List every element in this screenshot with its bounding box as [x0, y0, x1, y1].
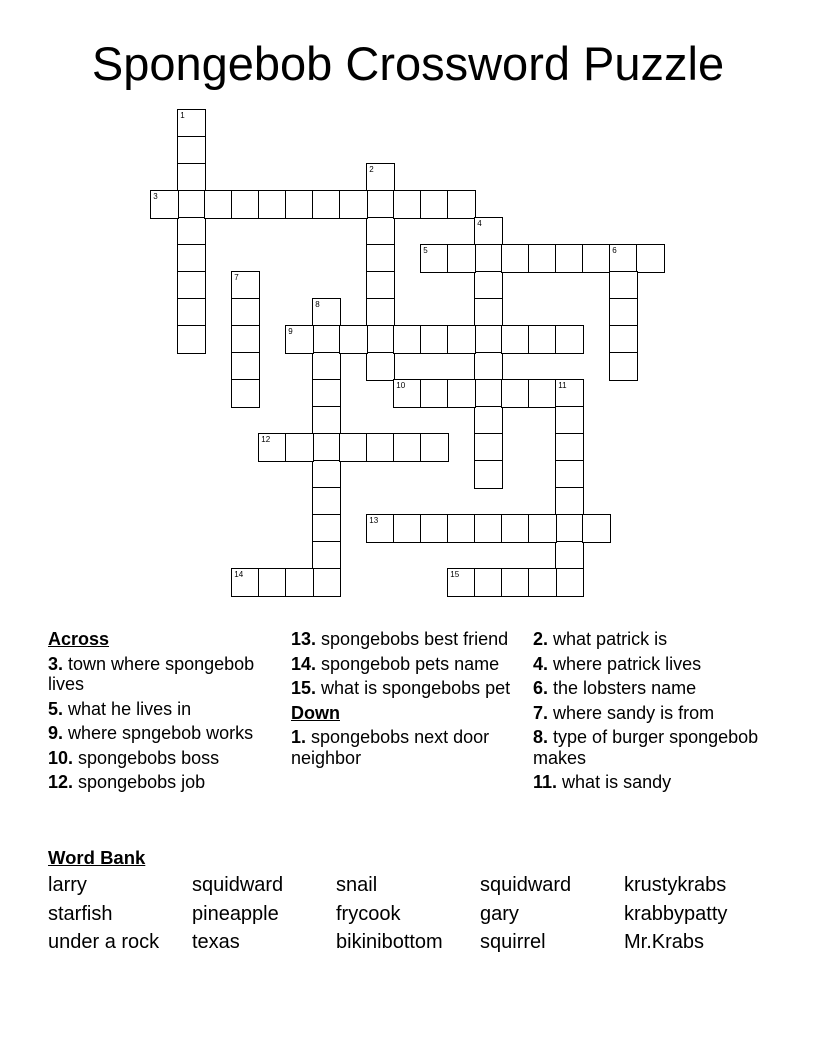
- grid-cell[interactable]: [474, 460, 503, 489]
- grid-cell[interactable]: [501, 568, 530, 597]
- grid-cell[interactable]: [528, 514, 557, 543]
- grid-cell[interactable]: [231, 568, 260, 597]
- grid-cell[interactable]: [420, 514, 449, 543]
- grid-cell[interactable]: [366, 298, 395, 327]
- grid-cell[interactable]: [231, 379, 260, 408]
- grid-cell[interactable]: [339, 190, 368, 219]
- grid-cell[interactable]: [312, 460, 341, 489]
- grid-cell[interactable]: [474, 568, 503, 597]
- cell-number: 7: [234, 273, 239, 283]
- clue-down-11: 11. what is sandy: [533, 772, 672, 792]
- grid-cell[interactable]: [447, 379, 476, 408]
- grid-cell[interactable]: [312, 406, 341, 435]
- word-bank-item: larry: [48, 874, 87, 896]
- grid-cell[interactable]: [555, 460, 584, 489]
- grid-cell[interactable]: [474, 325, 503, 354]
- grid-cell[interactable]: [312, 568, 341, 597]
- grid-cell[interactable]: [366, 217, 395, 246]
- word-bank-item: snail: [336, 874, 378, 896]
- grid-cell[interactable]: [609, 325, 638, 354]
- grid-cell[interactable]: [393, 514, 422, 543]
- grid-cell[interactable]: [528, 568, 557, 597]
- grid-cell[interactable]: [528, 244, 557, 273]
- grid-cell[interactable]: [258, 190, 287, 219]
- grid-cell[interactable]: [177, 244, 206, 273]
- grid-cell[interactable]: [447, 244, 476, 273]
- grid-cell[interactable]: [474, 433, 503, 462]
- grid-cell[interactable]: [474, 217, 503, 246]
- grid-cell[interactable]: [609, 352, 638, 381]
- grid-cell[interactable]: [474, 406, 503, 435]
- grid-cell[interactable]: [555, 514, 584, 543]
- grid-cell[interactable]: [555, 379, 584, 408]
- grid-cell[interactable]: [285, 190, 314, 219]
- grid-cell[interactable]: [366, 244, 395, 273]
- word-bank-heading: Word Bank: [48, 847, 146, 868]
- cell-number: 13: [369, 516, 379, 526]
- grid-cell[interactable]: [177, 190, 206, 219]
- grid-cell[interactable]: [528, 379, 557, 408]
- clue-down-1: 1. spongebobs next door neighbor: [291, 727, 490, 768]
- grid-cell[interactable]: [447, 568, 476, 597]
- clues-column-3: [533, 629, 768, 797]
- grid-cell[interactable]: [393, 190, 422, 219]
- clues-column-1: [48, 629, 283, 797]
- grid-cell[interactable]: [501, 379, 530, 408]
- cell-number: 3: [153, 192, 158, 202]
- grid-cell[interactable]: [420, 433, 449, 462]
- grid-cell[interactable]: [177, 298, 206, 327]
- grid-cell[interactable]: [366, 433, 395, 462]
- grid-cell[interactable]: [177, 271, 206, 300]
- word-bank-item: frycook: [336, 902, 401, 925]
- grid-cell[interactable]: [285, 433, 314, 462]
- cell-number: 2: [369, 165, 374, 175]
- grid-cell[interactable]: [312, 487, 341, 516]
- grid-cell[interactable]: [474, 379, 503, 408]
- grid-cell[interactable]: [447, 514, 476, 543]
- grid-cell[interactable]: [312, 352, 341, 381]
- grid-cell[interactable]: [420, 379, 449, 408]
- cell-number: 6: [612, 246, 617, 256]
- grid-cell[interactable]: [366, 271, 395, 300]
- word-bank-item: gary: [480, 902, 519, 925]
- down-heading: Down: [291, 702, 340, 723]
- grid-cell[interactable]: [231, 298, 260, 327]
- grid-cell[interactable]: [231, 325, 260, 354]
- grid-cell[interactable]: [609, 244, 638, 273]
- grid-cell[interactable]: [555, 433, 584, 462]
- grid-cell[interactable]: [420, 190, 449, 219]
- grid-cell[interactable]: [609, 298, 638, 327]
- word-bank-item: krustykrabs: [624, 874, 727, 896]
- grid-cell[interactable]: [501, 244, 530, 273]
- grid-cell[interactable]: [393, 433, 422, 462]
- grid-cell[interactable]: [312, 325, 341, 354]
- grid-cell[interactable]: [177, 325, 206, 354]
- grid-cell[interactable]: [177, 109, 206, 138]
- grid-cell[interactable]: [339, 325, 368, 354]
- grid-cell[interactable]: [312, 298, 341, 327]
- grid-cell[interactable]: [285, 325, 314, 354]
- grid-cell[interactable]: [258, 568, 287, 597]
- grid-cell[interactable]: [636, 244, 665, 273]
- grid-cell[interactable]: [474, 352, 503, 381]
- grid-cell[interactable]: [366, 352, 395, 381]
- clue-across-12: 12. spongebobs job: [48, 772, 206, 792]
- grid-cell[interactable]: [501, 514, 530, 543]
- clue-across-5: 5. what he lives in: [48, 698, 192, 719]
- grid-cell[interactable]: [177, 163, 206, 192]
- word-bank-item: pineapple: [192, 902, 279, 925]
- word-bank-item: squidward: [192, 874, 284, 896]
- grid-cell[interactable]: [447, 190, 476, 219]
- word-bank-item: Mr.Krabs: [624, 931, 705, 953]
- cell-number: 14: [234, 570, 244, 580]
- cell-number: 8: [315, 300, 320, 310]
- grid-cell[interactable]: [177, 217, 206, 246]
- grid-cell[interactable]: [177, 136, 206, 165]
- grid-cell[interactable]: [150, 190, 179, 219]
- clue-across-13: 13. spongebobs best friend: [291, 629, 509, 649]
- cell-number: 11: [558, 381, 567, 391]
- grid-cell[interactable]: [231, 352, 260, 381]
- grid-cell[interactable]: [528, 325, 557, 354]
- grid-cell[interactable]: [231, 271, 260, 300]
- word-bank-item: krabbypatty: [624, 902, 728, 925]
- grid-cell[interactable]: [555, 568, 584, 597]
- clue-down-2: 2. what patrick is: [533, 629, 668, 649]
- grid-cell[interactable]: [258, 433, 287, 462]
- grid-cell[interactable]: [474, 298, 503, 327]
- grid-cell[interactable]: [312, 433, 341, 462]
- cell-number: 9: [288, 327, 293, 337]
- word-bank-item: squirrel: [480, 931, 546, 953]
- word-bank: [48, 874, 768, 954]
- grid-cell[interactable]: [366, 325, 395, 354]
- clue-down-6: 6. the lobsters name: [533, 678, 697, 698]
- grid-cell[interactable]: [312, 379, 341, 408]
- grid-cell[interactable]: [474, 514, 503, 543]
- grid-cell[interactable]: [555, 244, 584, 273]
- across-heading: Across: [48, 629, 110, 649]
- grid-cell[interactable]: [555, 325, 584, 354]
- grid-cell[interactable]: [393, 325, 422, 354]
- grid-cell[interactable]: [312, 514, 341, 543]
- word-bank-item: under a rock: [48, 931, 160, 953]
- grid-cell[interactable]: [501, 325, 530, 354]
- word-bank-item: texas: [192, 931, 240, 953]
- grid-cell[interactable]: [555, 541, 584, 570]
- grid-cell[interactable]: [312, 190, 341, 219]
- grid-cell[interactable]: [366, 163, 395, 192]
- clues-column-2: [291, 629, 526, 772]
- page-title: Spongebob Crossword Puzzle: [91, 37, 725, 90]
- grid-cell[interactable]: [366, 190, 395, 219]
- grid-cell[interactable]: [447, 325, 476, 354]
- clue-across-14: 14. spongebob pets name: [291, 653, 500, 674]
- grid-cell[interactable]: [366, 514, 395, 543]
- cell-number: 5: [423, 246, 428, 256]
- grid-cell[interactable]: [555, 406, 584, 435]
- cell-number: 15: [450, 570, 460, 580]
- cell-number: 4: [477, 219, 482, 229]
- word-bank-item: starfish: [48, 902, 113, 925]
- grid-cell[interactable]: [582, 514, 611, 543]
- crossword-grid: [151, 110, 751, 610]
- word-bank-item: squidward: [480, 874, 572, 896]
- cell-number: 12: [261, 435, 271, 445]
- grid-cell[interactable]: [474, 271, 503, 300]
- clue-across-15: 15. what is spongebobs pet: [291, 678, 511, 698]
- grid-cell[interactable]: [420, 325, 449, 354]
- clue-down-7: 7. where sandy is from: [533, 702, 715, 723]
- clue-across-3: 3. town where spongebob lives: [48, 653, 255, 694]
- grid-cell[interactable]: [285, 568, 314, 597]
- cell-number: 1: [180, 111, 185, 121]
- clue-across-9: 9. where spngebob works: [48, 723, 254, 743]
- grid-cell[interactable]: [609, 271, 638, 300]
- grid-cell[interactable]: [393, 379, 422, 408]
- grid-cell[interactable]: [312, 541, 341, 570]
- grid-cell[interactable]: [582, 244, 611, 273]
- clue-down-8: 8. type of burger spongebob makes: [533, 727, 759, 768]
- word-bank-item: bikinibottom: [336, 931, 443, 953]
- grid-cell[interactable]: [204, 190, 233, 219]
- clue-down-4: 4. where patrick lives: [533, 653, 702, 674]
- grid-cell[interactable]: [339, 433, 368, 462]
- grid-cell[interactable]: [474, 244, 503, 273]
- grid-cell[interactable]: [420, 244, 449, 273]
- grid-cell[interactable]: [555, 487, 584, 516]
- clue-across-10: 10. spongebobs boss: [48, 747, 220, 768]
- grid-cell[interactable]: [231, 190, 260, 219]
- cell-number: 10: [396, 381, 406, 391]
